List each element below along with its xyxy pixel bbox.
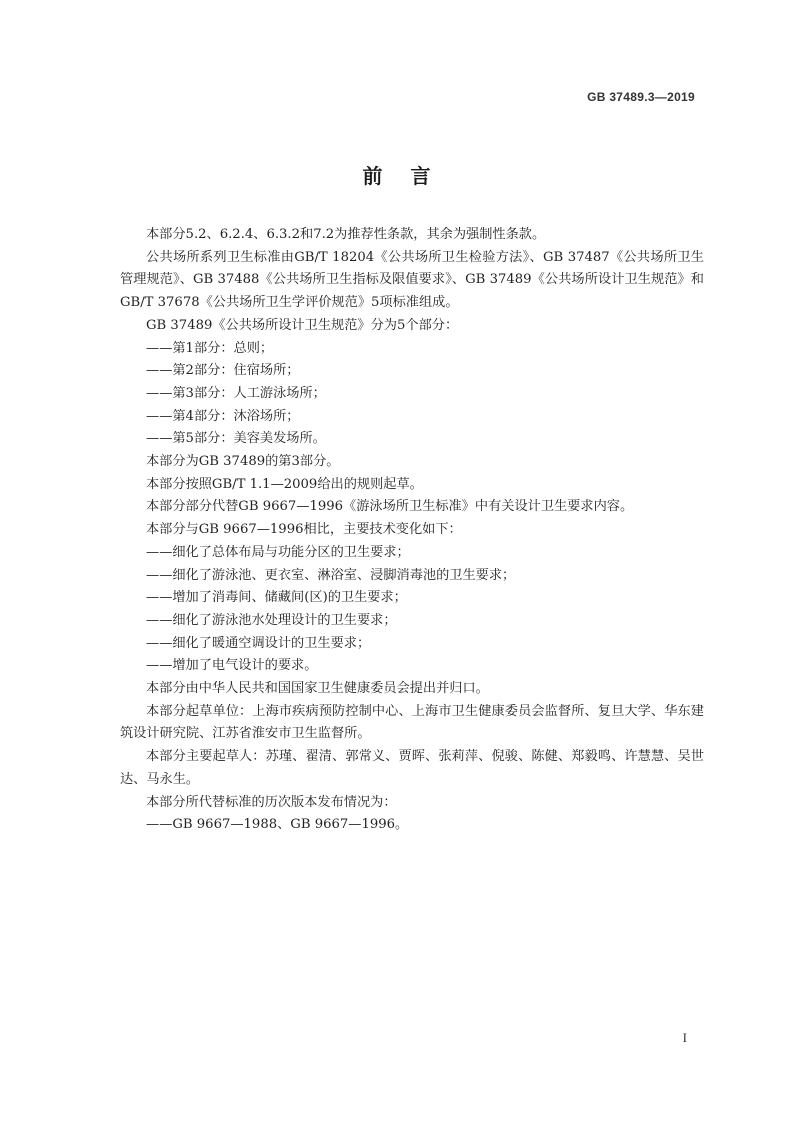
list-item-previous-editions: ——GB 9667—1988、GB 9667—1996。 [146, 817, 409, 833]
standard-number-header: GB 37489.3—2019 [587, 90, 695, 104]
list-item-part-4: ——第4部分：沐浴场所； [146, 408, 300, 424]
list-item-part-1: ——第1部分：总则； [146, 340, 274, 356]
paragraph-proposed-by: 本部分由中华人民共和国国家卫生健康委员会提出并归口。 [146, 681, 489, 697]
paragraph-drafting-rules: 本部分按照GB/T 1.1—2009给出的规则起草。 [146, 476, 423, 492]
list-item-part-2: ——第2部分：住宿场所； [146, 363, 300, 379]
list-item-change-4: ——细化了游泳池水处理设计的卫生要求； [146, 612, 397, 628]
paragraph-previous-editions-intro: 本部分所代替标准的历次版本发布情况为： [146, 794, 397, 810]
list-item-part-3: ——第3部分：人工游泳场所； [146, 385, 326, 401]
paragraph-changes-intro: 本部分与GB 9667—1996相比，主要技术变化如下： [146, 522, 462, 538]
paragraph-this-part: 本部分为GB 37489的第3部分。 [146, 454, 340, 470]
paragraph-optional-clauses: 本部分5.2、6.2.4、6.3.2和7.2为推荐性条款，其余为强制性条款。 [146, 227, 546, 242]
paragraph-replaces: 本部分部分代替GB 9667—1996《游泳场所卫生标准》中有关设计卫生要求内容。 [146, 499, 634, 515]
list-item-change-1: ——细化了总体布局与功能分区的卫生要求； [146, 544, 410, 560]
page-number: I [682, 1030, 687, 1045]
paragraph-drafting-units: 本部分起草单位：上海市疾病预防控制中心、上海市卫生健康委员会监督所、复旦大学、华东建筑设计研究院、江苏省淮安市卫生监督所。 [120, 703, 704, 742]
paragraph-series-composition: 公共场所系列卫生标准由GB/T 18204《公共场所卫生检验方法》、GB 37487《公共场所卫生管理规范》、GB 37488《公共场所卫生指标及限值要求》、GB 37489《公共场所设计卫生规范》和GB/T 37678《公共场所卫生学评价规范》5项标准组成。 [120, 249, 704, 311]
list-item-part-5: ——第5部分：美容美发场所。 [146, 431, 326, 447]
list-item-change-3: ——增加了消毒间、储藏间(区)的卫生要求； [146, 590, 407, 606]
section-title: 前言 [362, 164, 459, 188]
list-item-change-2: ——细化了游泳池、更衣室、淋浴室、浸脚消毒池的卫生要求； [146, 567, 516, 583]
paragraph-parts-intro: GB 37489《公共场所设计卫生规范》分为5个部分： [146, 317, 459, 333]
list-item-change-5: ——细化了暖通空调设计的卫生要求； [146, 635, 371, 651]
list-item-change-6: ——增加了电气设计的要求。 [146, 658, 318, 674]
foreword-body [120, 224, 704, 837]
paragraph-drafters: 本部分主要起草人：苏瑾、翟清、郭常义、贾晖、张莉萍、倪骏、陈健、郑毅鸣、许慧慧、吴世达、马永生。 [120, 749, 704, 787]
